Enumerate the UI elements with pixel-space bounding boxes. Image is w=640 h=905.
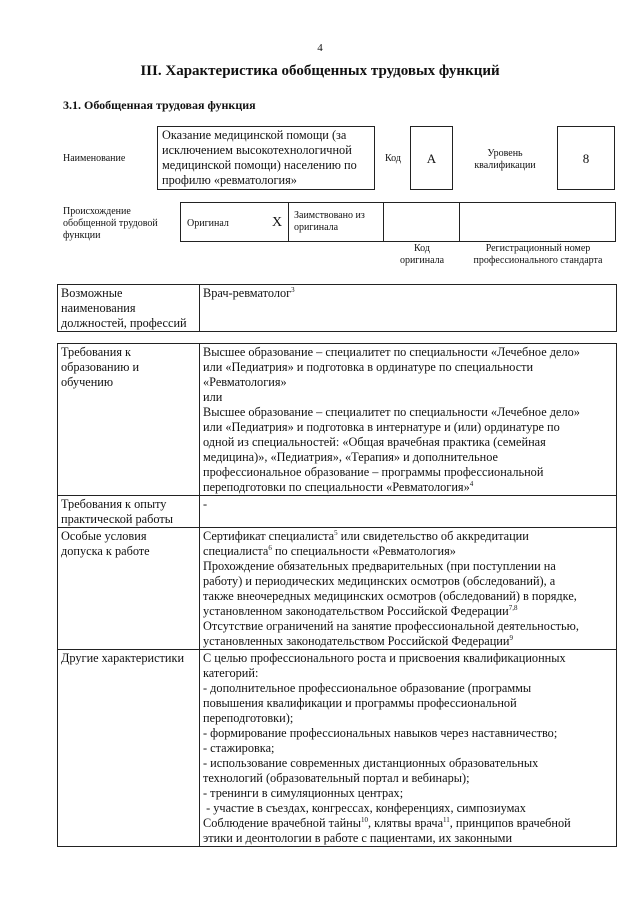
- requirement-line: [203, 574, 613, 589]
- requirement-text: установленном законодательством Российской Федерации: [203, 604, 509, 618]
- requirement-text: -: [203, 497, 208, 511]
- requirement-line: [203, 405, 613, 420]
- requirement-line: [203, 726, 613, 741]
- positions-value: Врач-ревматолог: [203, 286, 292, 300]
- requirement-line: [203, 741, 613, 756]
- requirement-text: повышения квалификации и программы профессиональной: [203, 696, 517, 710]
- requirement-line: [203, 375, 613, 390]
- origin-label-line: обобщенной трудовой: [63, 218, 158, 229]
- requirement-text: переподготовки по специальности «Ревматология»: [203, 480, 470, 494]
- name-label: Наименование: [63, 153, 126, 164]
- requirement-value: [200, 650, 617, 847]
- origin-divider: [383, 202, 384, 242]
- requirement-text: медицина)», «Педиатрия», «Терапия» и дополнительное: [203, 450, 498, 464]
- origin-borrowed-line: Заимствовано из: [294, 210, 365, 221]
- positions-table: [57, 284, 617, 332]
- requirement-text: этики и деонтологии в работе с пациентами, их законными: [203, 831, 513, 845]
- requirement-line: [203, 816, 613, 831]
- requirement-label-line: Требования к: [61, 345, 132, 359]
- requirement-text: - формирование профессиональных навыков через наставничество;: [203, 726, 558, 740]
- requirement-line: [203, 696, 613, 711]
- page-number: 4: [317, 42, 323, 54]
- requirement-label: [58, 496, 200, 528]
- experience-requirements-row: [58, 496, 617, 528]
- education-requirements-row: [58, 344, 617, 496]
- footnote-ref: 11: [443, 816, 450, 824]
- requirement-line: [203, 465, 613, 480]
- footnote-ref: 4: [469, 480, 474, 488]
- code-label: Код: [385, 153, 401, 164]
- requirement-text: Прохождение обязательных предварительных (при поступлении на: [203, 559, 556, 573]
- origin-code-caption-line: Код: [414, 243, 430, 254]
- requirement-line: [203, 756, 613, 771]
- requirement-line: [203, 619, 613, 634]
- requirement-line: [203, 420, 613, 435]
- origin-reg-caption-line: профессионального стандарта: [473, 255, 603, 266]
- requirement-text: - тренинги в симуляционных центрах;: [203, 786, 404, 800]
- requirement-value: [200, 496, 617, 528]
- requirement-line: [203, 589, 613, 604]
- subsection-title: 3.1. Обобщенная трудовая функция: [63, 98, 256, 112]
- origin-label-line: Происхождение: [63, 206, 131, 217]
- footnote-ref: 7,8: [508, 604, 518, 612]
- requirement-text: - дополнительное профессиональное образование (программы: [203, 681, 532, 695]
- requirement-value: [200, 344, 617, 496]
- requirement-value: [200, 528, 617, 650]
- level-label-line: квалификации: [474, 160, 536, 171]
- positions-row: [58, 285, 617, 332]
- code-value-box: [410, 126, 453, 190]
- footnote-ref: 9: [509, 634, 513, 642]
- section-title: III. Характеристика обобщенных трудовых функций: [140, 63, 500, 79]
- requirement-text: переподготовки);: [203, 711, 294, 725]
- requirement-line: [203, 831, 613, 846]
- requirement-text: Соблюдение врачебной тайны: [203, 816, 362, 830]
- requirements-table: [57, 343, 617, 847]
- requirement-text: С целью профессионального роста и присвоения квалификационных: [203, 651, 566, 665]
- origin-reg-caption-line: Регистрационный номер: [485, 243, 591, 254]
- requirement-label-line: Особые условия: [61, 529, 147, 543]
- origin-original-mark: X: [272, 215, 283, 230]
- requirement-text: Сертификат специалиста: [203, 529, 335, 543]
- requirement-text: технологий (образовательный портал и вебинары);: [203, 771, 470, 785]
- footnote-ref: 3: [291, 286, 295, 294]
- requirement-text: установленных законодательством Российской Федерации: [203, 634, 510, 648]
- requirement-line: [203, 604, 613, 619]
- requirement-text: - стажировка;: [203, 741, 275, 755]
- requirement-text: Отсутствие ограничений на занятие профессиональной деятельностью,: [203, 619, 579, 633]
- requirement-text: - использование современных дистанционных образовательных: [203, 756, 539, 770]
- requirement-line: [203, 559, 613, 574]
- requirement-line: [203, 544, 613, 559]
- positions-label-line: должностей, профессий: [61, 316, 187, 330]
- level-value: 8: [582, 151, 590, 166]
- requirement-line: [203, 651, 613, 666]
- requirement-text: или: [203, 390, 223, 404]
- origin-original-label: Оригинал: [187, 218, 229, 229]
- function-name-box: [157, 126, 375, 190]
- positions-value-cell: [200, 285, 617, 332]
- requirement-line: [203, 801, 613, 816]
- other-characteristics-row: [58, 650, 617, 847]
- requirement-text: или свидетельство об аккредитации: [337, 529, 529, 543]
- origin-divider: [288, 202, 289, 242]
- requirement-line: [203, 681, 613, 696]
- requirement-text: Высшее образование – специалитет по специальности «Лечебное дело»: [203, 345, 580, 359]
- requirement-label: [58, 344, 200, 496]
- requirement-label-line: образованию и: [61, 360, 140, 374]
- requirement-text: профессиональное образование – программы профессиональной: [203, 465, 544, 479]
- level-value-box: [557, 126, 615, 190]
- requirement-label-line: Требования к опыту: [61, 497, 167, 511]
- origin-code-caption-line: оригинала: [399, 255, 445, 266]
- requirement-line: [203, 771, 613, 786]
- requirement-line: [203, 450, 613, 465]
- function-name-line: профилю «ревматология»: [162, 173, 297, 187]
- requirement-text: Высшее образование – специалитет по специальности «Лечебное дело»: [203, 405, 580, 419]
- origin-borrowed-label: [294, 210, 365, 234]
- admission-conditions-row: [58, 528, 617, 650]
- origin-label-line: функции: [63, 230, 101, 241]
- requirement-label-line: Другие характеристики: [61, 651, 185, 665]
- requirement-line: [203, 497, 613, 512]
- requirement-text: по специальности «Ревматология»: [271, 544, 456, 558]
- requirement-text: работу) и периодических медицинских осмотров (обследований), а: [203, 574, 556, 588]
- requirement-text: специалиста: [203, 544, 269, 558]
- requirement-line: [203, 711, 613, 726]
- requirement-line: [203, 634, 613, 649]
- function-name-line: Оказание медицинской помощи (за: [162, 128, 347, 142]
- requirement-line: [203, 345, 613, 360]
- requirement-line: [203, 786, 613, 801]
- positions-label-line: наименования: [61, 301, 136, 315]
- function-name-line: медицинской помощи) населению по: [162, 158, 357, 172]
- level-label: [460, 148, 550, 172]
- positions-label: [58, 285, 200, 332]
- origin-code-caption: [385, 243, 459, 267]
- requirement-text: - участие в съездах, конгрессах, конференциях, симпозиумах: [203, 801, 526, 815]
- function-name-line: исключением высокотехнологичной: [162, 143, 352, 157]
- origin-label: [63, 206, 158, 242]
- requirement-text: категорий:: [203, 666, 259, 680]
- requirement-line: [203, 360, 613, 375]
- requirement-label: [58, 650, 200, 847]
- requirement-label: [58, 528, 200, 650]
- code-value: A: [426, 151, 437, 166]
- requirement-line: [203, 435, 613, 450]
- requirement-line: [203, 666, 613, 681]
- origin-borrowed-line: оригинала: [294, 222, 339, 233]
- requirement-label-line: допуска к работе: [61, 544, 150, 558]
- requirement-line: [203, 390, 613, 405]
- requirement-line: [203, 480, 613, 495]
- positions-label-line: Возможные: [61, 286, 123, 300]
- requirement-text: также внеочередных медицинских осмотров (обследований) в порядке,: [203, 589, 577, 603]
- origin-divider: [459, 202, 460, 242]
- requirement-text: , клятвы врача: [368, 816, 444, 830]
- requirement-line: [203, 529, 613, 544]
- requirement-text: или «Педиатрия» и подготовка в ординатуре по специальности: [203, 360, 534, 374]
- footnote-ref: 10: [361, 816, 369, 824]
- requirement-label-line: обучению: [61, 375, 114, 389]
- footnote-ref: 5: [334, 529, 338, 537]
- level-label-line: Уровень: [487, 148, 523, 159]
- requirement-label-line: практической работы: [61, 512, 173, 526]
- requirement-text: или «Педиатрия» и подготовка в интернатуре и (или) ординатуре по: [203, 420, 560, 434]
- origin-table: [180, 202, 616, 242]
- requirement-text: «Ревматология»: [203, 375, 287, 389]
- requirement-text: , принципов врачебной: [449, 816, 571, 830]
- requirement-text: одной из специальностей: «Общая врачебная практика (семейная: [203, 435, 546, 449]
- footnote-ref: 6: [268, 544, 272, 552]
- origin-reg-caption: [462, 243, 614, 267]
